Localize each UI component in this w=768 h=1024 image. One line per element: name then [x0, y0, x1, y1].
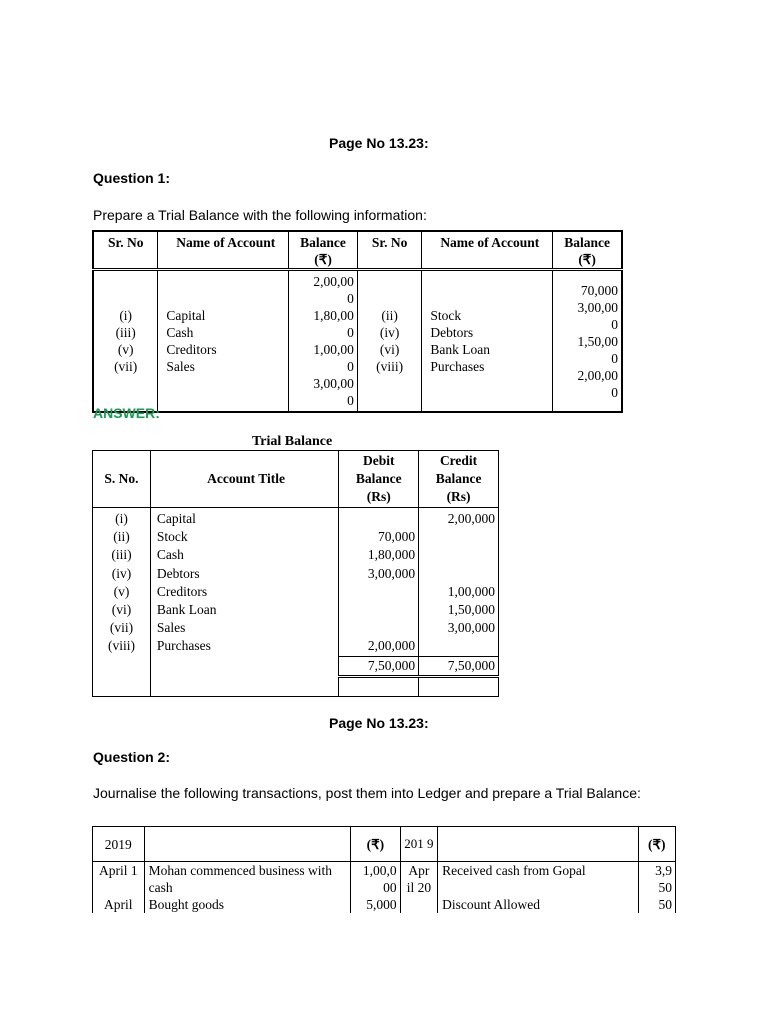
header-sr-no: Sr. No [93, 231, 158, 270]
header-credit-balance: Credit Balance (Rs) [419, 451, 499, 508]
account-bank-loan: Bank Loan [430, 342, 490, 357]
answer-label: ANSWER: [93, 405, 160, 421]
page-heading-2: Page No 13.23: [329, 715, 429, 731]
question-2-table [92, 826, 676, 913]
question-2-text: Journalise the following transactions, post them into Ledger and prepare a Trial Balance: [93, 785, 641, 801]
question-2-heading: Question 2: [93, 749, 171, 765]
left-name-column [158, 270, 289, 413]
table-row: April Bought goods 5,000 Discount Allowed 50 [93, 896, 676, 913]
header-balance-2: Balance (₹) [553, 231, 622, 270]
account-creditors: Creditors [166, 342, 217, 357]
debit-column: 70,000 1,80,000 3,00,000 2,00,000 [339, 508, 419, 657]
question-1-table [92, 230, 623, 413]
total-debit: 7,50,000 [339, 656, 419, 676]
sn-column: (i) (ii) (iii) (iv) (v) (vi) (vii) (viii) [93, 508, 151, 657]
table-row: April 1 Mohan commenced business with cash 1,00,0 00 Apr il 20 Received cash from Gopal 3,9 50 [93, 862, 676, 897]
header-balance: Balance (₹) [289, 231, 358, 270]
trial-balance-title: Trial Balance [252, 434, 333, 449]
left-sr-column: (i) (iii) (v) (vii) [93, 270, 158, 413]
header-name-of-account-2: Name of Account [422, 231, 553, 270]
account-capital: Capital [166, 308, 206, 323]
table-row [93, 508, 499, 657]
account-title-column: Capital Stock Cash Debtors Creditors Bank Loan Sales Purchases [150, 508, 338, 657]
account-cash: Cash [166, 325, 194, 340]
header-account-title: Account Title [150, 451, 338, 508]
page-heading-1: Page No 13.23: [329, 135, 429, 151]
header-name-of-account: Name of Account [158, 231, 289, 270]
header-debit-balance: Debit Balance (Rs) [339, 451, 419, 508]
trial-balance-table [92, 450, 499, 697]
header-currency-right: (₹) [638, 827, 675, 862]
header-currency-left: (₹) [351, 827, 401, 862]
header-sr-no-2: Sr. No [357, 231, 421, 270]
header-year-right: 201 9 [400, 827, 437, 862]
account-stock: Stock [430, 308, 462, 323]
question-1-text: Prepare a Trial Balance with the following information: [93, 207, 427, 223]
account-purchases: Purchases [430, 359, 485, 374]
total-row [93, 656, 499, 676]
credit-column: 2,00,000 1,00,000 1,50,000 3,00,000 [419, 508, 499, 657]
header-s-no: S. No. [93, 451, 151, 508]
header-year-left: 2019 [93, 827, 145, 862]
right-balance-column: 70,000 3,00,00 0 1,50,00 0 2,00,00 0 [553, 270, 622, 413]
right-sr-column: (ii) (iv) (vi) (viii) [357, 270, 421, 413]
account-sales: Sales [166, 359, 195, 374]
question-1-heading: Question 1: [93, 170, 171, 186]
total-credit: 7,50,000 [419, 656, 499, 676]
right-name-column [422, 270, 553, 413]
account-debtors: Debtors [430, 325, 474, 340]
left-balance-column: 2,00,00 0 1,80,00 0 1,00,00 0 3,00,00 0 [289, 270, 358, 413]
